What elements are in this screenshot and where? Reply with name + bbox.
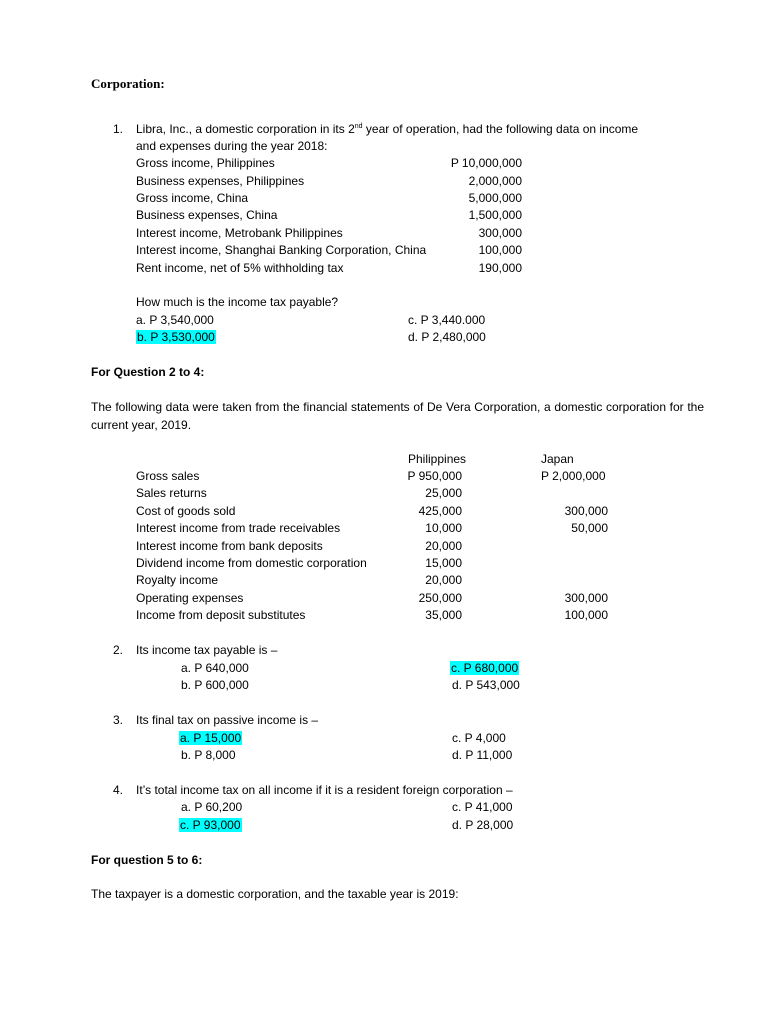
section-title: Corporation: (91, 76, 165, 91)
group1-heading: For Question 2 to 4: (91, 365, 205, 379)
table-cell-ph: 25,000 (425, 486, 462, 500)
q1-choice-a: a. P 3,540,000 (136, 313, 214, 327)
group2-text: The taxpayer is a domestic corporation, and the taxable year is 2019: (91, 887, 459, 901)
q1-item-value: P 10,000,000 (450, 156, 522, 170)
highlighted-answer: c. P 93,000 (180, 818, 241, 832)
table-cell-ph: P 950,000 (407, 469, 462, 483)
q4-number: 4. (113, 783, 124, 797)
highlighted-answer: c. P 680,000 (451, 661, 519, 675)
q2-choice-a: a. P 640,000 (181, 661, 249, 675)
highlighted-answer: a. P 15,000 (180, 731, 242, 745)
q3-choice-c: c. P 4,000 (452, 731, 506, 745)
q4-choice-c: c. P 41,000 (452, 800, 513, 814)
highlighted-answer: b. P 3,530,000 (137, 330, 215, 344)
q1-intro-sup: nd (354, 123, 363, 130)
table-row-label: Royalty income (136, 573, 219, 587)
column-header-japan: Japan (541, 452, 574, 466)
q3-choice-a-answer (179, 730, 242, 747)
group2-heading: For question 5 to 6: (91, 853, 203, 867)
q4-choice-d: d. P 28,000 (452, 818, 514, 832)
q1-item-label: Gross income, China (136, 191, 249, 205)
q4-choice-a: a. P 60,200 (181, 800, 243, 814)
q1-item-value: 1,500,000 (468, 208, 522, 222)
table-cell-jp: 300,000 (564, 504, 608, 518)
q2-choice-b: b. P 600,000 (181, 678, 249, 692)
table-cell-jp: 100,000 (564, 608, 608, 622)
q3-number: 3. (113, 713, 124, 727)
table-cell-ph: 15,000 (425, 556, 462, 570)
q1-question: How much is the income tax payable? (136, 295, 339, 309)
q2-choice-d: d. P 543,000 (452, 678, 520, 692)
q1-number: 1. (113, 122, 124, 136)
table-row-label: Operating expenses (136, 591, 244, 605)
q1-intro-b: year of operation, had the following data on income (362, 122, 639, 136)
q3-choice-d: d. P 11,000 (452, 748, 513, 762)
q1-item-value: 300,000 (478, 226, 522, 240)
q1-item-label: Interest income, Shanghai Banking Corporation, China (136, 243, 427, 257)
table-cell-ph: 20,000 (425, 539, 462, 553)
q2-choice-c-answer (450, 660, 519, 677)
q1-choice-b-answer (136, 329, 216, 346)
q1-item-label: Gross income, Philippines (136, 156, 275, 170)
table-row-label: Interest income from trade receivables (136, 521, 341, 535)
column-header-philippines: Philippines (408, 452, 467, 466)
table-cell-jp: 50,000 (571, 521, 608, 535)
table-row-label: Dividend income from domestic corporation (136, 556, 367, 570)
table-cell-ph: 20,000 (425, 573, 462, 587)
table-cell-jp: 300,000 (564, 591, 608, 605)
q1-item-value: 190,000 (478, 261, 522, 275)
group1-paragraph: The following data were taken from the financial statements of De Vera Corporation, a domestic corporation for the current year, 2019. (91, 400, 704, 432)
q1-item-value: 100,000 (478, 243, 522, 257)
q3-choice-b: b. P 8,000 (181, 748, 236, 762)
q1-item-label: Interest income, Metrobank Philippines (136, 226, 343, 240)
q2-number: 2. (113, 643, 124, 657)
table-cell-ph: 10,000 (425, 521, 462, 535)
table-row-label: Gross sales (136, 469, 200, 483)
q4-choice-c-answer (179, 817, 242, 834)
q1-item-label: Business expenses, Philippines (136, 174, 305, 188)
q1-item-value: 2,000,000 (468, 174, 522, 188)
table-cell-jp: P 2,000,000 (541, 469, 606, 483)
q1-item-label: Business expenses, China (136, 208, 278, 222)
q4-text: It’s total income tax on all income if it is a resident foreign corporation – (136, 783, 513, 797)
q1-choice-d: d. P 2,480,000 (408, 330, 486, 344)
q1-intro-line2: and expenses during the year 2018: (136, 139, 328, 153)
table-cell-ph: 425,000 (418, 504, 462, 518)
q1-choice-c: c. P 3,440.000 (408, 313, 486, 327)
table-cell-ph: 35,000 (425, 608, 462, 622)
table-row-label: Income from deposit substitutes (136, 608, 306, 622)
table-row-label: Sales returns (136, 486, 207, 500)
q2-text: Its income tax payable is – (136, 643, 278, 657)
q1-item-label: Rent income, net of 5% withholding tax (136, 261, 344, 275)
table-cell-ph: 250,000 (418, 591, 462, 605)
q3-text: Its final tax on passive income is – (136, 713, 319, 727)
table-row-label: Cost of goods sold (136, 504, 236, 518)
table-row-label: Interest income from bank deposits (136, 539, 323, 553)
q1-item-value: 5,000,000 (468, 191, 522, 205)
q1-intro-a: Libra, Inc., a domestic corporation in its 2 (136, 122, 355, 136)
q1-intro-line1 (136, 121, 638, 138)
